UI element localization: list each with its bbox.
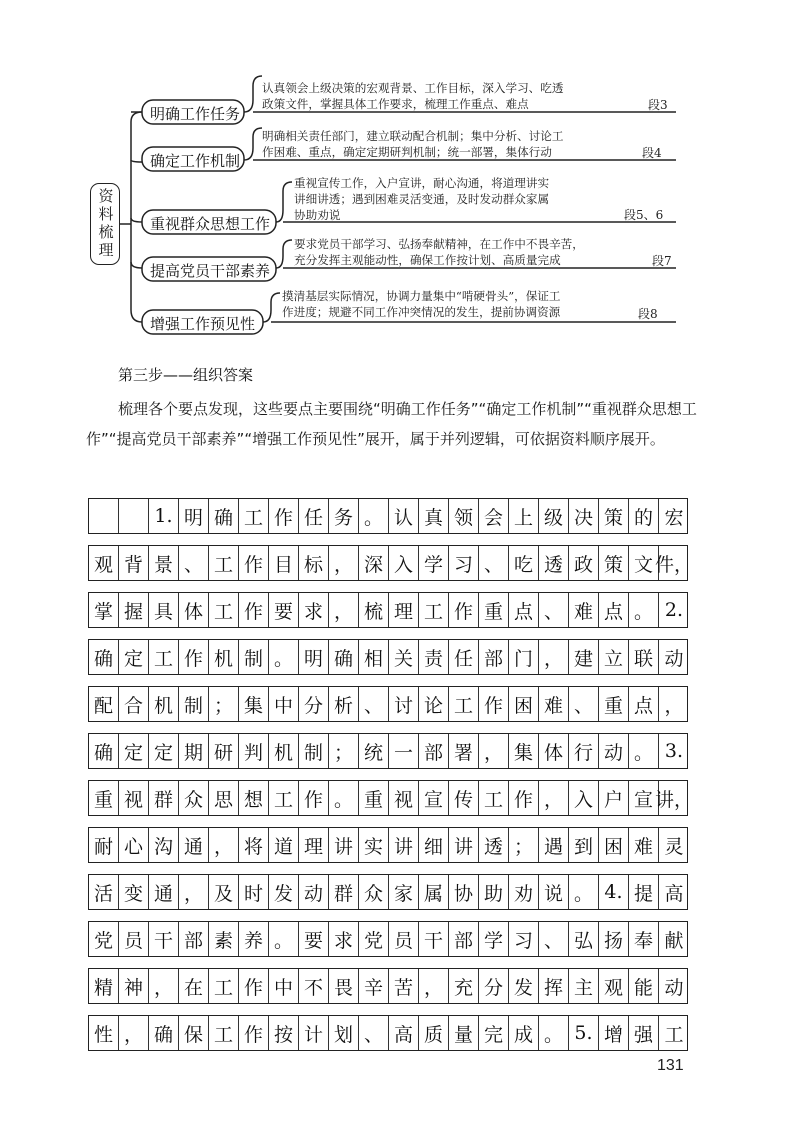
grid-cell: 期	[179, 734, 209, 768]
grid-cell: 合	[119, 687, 149, 721]
grid-cell: 、	[359, 687, 389, 721]
grid-cell: 认	[389, 499, 419, 533]
grid-cell: 作	[239, 1016, 269, 1050]
grid-cell: 确	[89, 734, 119, 768]
grid-cell: 机	[269, 734, 299, 768]
grid-cell: 制	[179, 687, 209, 721]
grid-cell: 工	[664, 1023, 684, 1046]
root-node	[90, 183, 120, 265]
grid-cell: 定	[119, 734, 149, 768]
grid-cell: 到	[569, 828, 599, 862]
grid-cell: ；	[509, 828, 539, 862]
grid-cell: 要	[269, 593, 299, 627]
grid-cell: 确	[89, 640, 119, 674]
grid-cell: 助	[479, 875, 509, 909]
grid-cell: 工	[149, 640, 179, 674]
grid-cell: 党	[89, 922, 119, 956]
grid-cell: 变	[119, 875, 149, 909]
grid-cell: ，	[479, 734, 509, 768]
branch-detail-line: 明确相关责任部门，建立联动配合机制；集中分析、讨论工	[262, 129, 564, 143]
grid-cell: 体	[539, 734, 569, 768]
grid-cell: 统	[359, 734, 389, 768]
grid-cell: 群	[149, 781, 179, 815]
grid-cell: 吃	[509, 546, 539, 580]
grid-cell: 发	[509, 969, 539, 1003]
grid-cell: 任	[299, 499, 329, 533]
grid-cell: 重	[599, 687, 629, 721]
grid-cell: 、	[539, 922, 569, 956]
grid-cell: 发	[269, 875, 299, 909]
grid-cell: 会	[479, 499, 509, 533]
grid-cell: 能	[629, 969, 659, 1003]
grid-cell: 通	[149, 875, 179, 909]
grid-cell: 道	[269, 828, 299, 862]
connector-b3	[131, 218, 142, 222]
grid-cell: 作	[179, 640, 209, 674]
grid-cell: 干	[149, 922, 179, 956]
grid-cell: 奉	[629, 922, 659, 956]
grid-cell: 习	[449, 546, 479, 580]
grid-cell: 难	[569, 593, 599, 627]
grid-cell: 习	[509, 922, 539, 956]
grid-cell: 部	[179, 922, 209, 956]
grid-cell: 不	[299, 969, 329, 1003]
grid-cell: 工	[269, 781, 299, 815]
grid-cell: 2.	[664, 599, 684, 621]
answer-grid	[88, 498, 694, 1062]
grid-cell: 保	[179, 1016, 209, 1050]
grid-cell: 责	[419, 640, 449, 674]
grid-cell: 部	[419, 734, 449, 768]
grid-cell: 宣	[419, 781, 449, 815]
grid-cell: 学	[419, 546, 449, 580]
grid-cell: 观	[89, 546, 119, 580]
grid-cell: 时	[239, 875, 269, 909]
grid-cell: 活	[89, 875, 119, 909]
grid-row	[88, 733, 688, 769]
grid-cell: 目	[269, 546, 299, 580]
grid-cell: 署	[449, 734, 479, 768]
grid-cell: 务	[329, 499, 359, 533]
grid-cell: 门	[509, 640, 539, 674]
grid-cell: 充	[449, 969, 479, 1003]
branch-ref-5: 段8	[638, 307, 658, 321]
grid-cell: 联	[629, 640, 659, 674]
grid-cell: 作	[479, 687, 509, 721]
grid-cell: 一	[389, 734, 419, 768]
grid-cell: 群	[329, 875, 359, 909]
grid-cell: 讲，	[655, 788, 694, 811]
grid-cell: 讨	[389, 687, 419, 721]
grid-cell: 透	[479, 828, 509, 862]
branch-label-1: 明确工作任务	[150, 105, 241, 123]
grid-cell: ，	[329, 546, 359, 580]
mindmap	[0, 0, 800, 345]
grid-cell: 动	[599, 734, 629, 768]
grid-cell: 员	[389, 922, 419, 956]
grid-cell: ；	[329, 734, 359, 768]
grid-cell: 、	[539, 593, 569, 627]
branch-ref-1: 段3	[648, 98, 668, 112]
grid-cell: 干	[419, 922, 449, 956]
grid-cell: 明	[299, 640, 329, 674]
grid-cell: 梳	[359, 593, 389, 627]
grid-cell: 上	[509, 499, 539, 533]
grid-cell: 点	[509, 593, 539, 627]
grid-cell: 、	[179, 546, 209, 580]
grid-cell: 、	[569, 687, 599, 721]
grid-cell: 想	[239, 781, 269, 815]
grid-cell: 沟	[149, 828, 179, 862]
grid-cell: 掌	[89, 593, 119, 627]
grid-cell: 在	[179, 969, 209, 1003]
grid-cell: 确	[329, 640, 359, 674]
grid-cell: 策	[599, 499, 629, 533]
grid-cell: 心	[119, 828, 149, 862]
grid-cell: 。	[269, 922, 299, 956]
grid-cell: 细	[419, 828, 449, 862]
grid-cell: 精	[89, 969, 119, 1003]
connector-b2	[131, 160, 142, 162]
grid-cell: 理	[389, 593, 419, 627]
grid-cell: 作	[269, 499, 299, 533]
grid-cell: 真	[419, 499, 449, 533]
grid-cell: ，	[119, 1016, 149, 1050]
branch-detail-line: 重视宣传工作，入户宣讲，耐心沟通，将道理讲实	[294, 176, 550, 190]
grid-cell: 景	[149, 546, 179, 580]
grid-cell: 工	[239, 499, 269, 533]
connector-spine	[131, 112, 142, 322]
grid-cell: 3.	[664, 740, 684, 762]
branch-label-3: 重视群众思想工作	[150, 215, 271, 233]
grid-cell: 、	[479, 546, 509, 580]
grid-cell: 、	[359, 1016, 389, 1050]
grid-cell: 点	[599, 593, 629, 627]
grid-row	[88, 874, 688, 910]
grid-cell: 讲	[449, 828, 479, 862]
grid-cell: 遇	[539, 828, 569, 862]
grid-cell: ，	[664, 694, 684, 717]
grid-cell: ，	[149, 969, 179, 1003]
grid-cell: 视	[389, 781, 419, 815]
grid-cell: 耐	[89, 828, 119, 862]
grid-cell: 析	[329, 687, 359, 721]
grid-cell: 强	[629, 1016, 659, 1050]
grid-cell: 作	[239, 546, 269, 580]
grid-cell: 级	[539, 499, 569, 533]
grid-cell: 劝	[509, 875, 539, 909]
grid-row	[88, 545, 694, 581]
grid-cell: 行	[569, 734, 599, 768]
grid-cell: 任	[449, 640, 479, 674]
grid-cell: 众	[179, 781, 209, 815]
grid-cell	[119, 499, 149, 533]
step-title: 第三步——组织答案	[118, 366, 254, 384]
grid-cell: 入	[569, 781, 599, 815]
grid-cell: 求	[329, 922, 359, 956]
grid-cell: 作	[239, 969, 269, 1003]
grid-cell: 通	[179, 828, 209, 862]
grid-cell: 宣	[629, 781, 659, 815]
grid-row	[88, 968, 688, 1004]
grid-cell: ，	[209, 828, 239, 862]
grid-cell: 动	[664, 647, 684, 670]
grid-cell: 及	[209, 875, 239, 909]
grid-cell: 工	[209, 969, 239, 1003]
grid-cell: ，	[419, 969, 449, 1003]
grid-cell: 判	[239, 734, 269, 768]
grid-cell: 按	[269, 1016, 299, 1050]
grid-cell: 成	[509, 1016, 539, 1050]
grid-cell: 思	[209, 781, 239, 815]
grid-cell: 分	[299, 687, 329, 721]
grid-cell: 工	[419, 593, 449, 627]
grid-cell: 具	[149, 593, 179, 627]
grid-cell: 关	[389, 640, 419, 674]
grid-cell: 握	[119, 593, 149, 627]
grid-cell: 立	[599, 640, 629, 674]
grid-cell: 体	[179, 593, 209, 627]
branch-detail-3	[294, 175, 549, 223]
grid-cell: 策	[599, 546, 629, 580]
grid-cell: 工	[479, 781, 509, 815]
branch-ref-3: 段5、6	[624, 208, 664, 222]
grid-cell: 。	[629, 734, 659, 768]
grid-cell: 分	[479, 969, 509, 1003]
grid-cell: 深	[359, 546, 389, 580]
grid-cell: 主	[569, 969, 599, 1003]
grid-cell: 党	[359, 922, 389, 956]
root-char: 梳	[96, 224, 115, 242]
grid-cell: 户	[599, 781, 629, 815]
branch-detail-line: 作困难、重点，确定定期研判机制；统一部署，集体行动	[262, 145, 552, 159]
grid-cell	[89, 499, 119, 533]
grid-cell: 标	[299, 546, 329, 580]
grid-cell: 观	[599, 969, 629, 1003]
grid-cell: 部	[449, 922, 479, 956]
body-paragraph: 梳理各个要点发现，这些要点主要围绕“明确工作任务”“确定工作机制”“重视群众思想工作”“提高党员干部素养”“增强工作预见性”展开，属于并列逻辑，可依据资料顺序展开。	[86, 400, 697, 448]
grid-cell: 划	[329, 1016, 359, 1050]
grid-cell: 传	[449, 781, 479, 815]
grid-cell: 配	[89, 687, 119, 721]
grid-cell: 背	[119, 546, 149, 580]
grid-cell: 作	[299, 781, 329, 815]
grid-cell: 集	[509, 734, 539, 768]
grid-row	[88, 592, 688, 628]
grid-cell: 制	[299, 734, 329, 768]
connector-b4	[131, 262, 142, 268]
grid-cell: ，	[539, 640, 569, 674]
branch-detail-4	[294, 236, 584, 268]
branch-detail-line: 摸清基层实际情况，协调力量集中“啃硬骨头”，保证工	[282, 289, 561, 303]
grid-cell: 扬	[599, 922, 629, 956]
grid-cell: 集	[239, 687, 269, 721]
grid-cell: ，	[329, 593, 359, 627]
grid-cell: 中	[269, 969, 299, 1003]
grid-cell: 文	[629, 546, 659, 580]
grid-cell: 员	[119, 922, 149, 956]
grid-cell: 确	[149, 1016, 179, 1050]
grid-cell: 工	[449, 687, 479, 721]
grid-cell: 5.	[569, 1016, 599, 1050]
grid-cell: 作	[239, 593, 269, 627]
grid-cell: 难	[539, 687, 569, 721]
grid-cell: 家	[389, 875, 419, 909]
grid-cell: ，	[179, 875, 209, 909]
grid-cell: 理	[299, 828, 329, 862]
grid-row	[88, 921, 688, 957]
grid-cell: 将	[239, 828, 269, 862]
grid-cell: 苦	[389, 969, 419, 1003]
grid-cell: 确	[209, 499, 239, 533]
branch-detail-2	[262, 128, 563, 160]
grid-cell: 中	[269, 687, 299, 721]
grid-cell: 讲	[329, 828, 359, 862]
grid-cell: 讲	[389, 828, 419, 862]
grid-cell: 的	[629, 499, 659, 533]
branch-detail-line: 认真领会上级决策的宏观背景、工作目标，深入学习、吃透	[262, 81, 564, 95]
grid-cell: 求	[299, 593, 329, 627]
grid-row	[88, 1015, 688, 1051]
grid-cell: 学	[479, 922, 509, 956]
grid-cell: 实	[359, 828, 389, 862]
branch-detail-5	[282, 288, 561, 320]
grid-cell: 制	[239, 640, 269, 674]
grid-cell: 机	[209, 640, 239, 674]
grid-cell: 定	[119, 640, 149, 674]
branch-detail-line: 讲细讲透；遇到困难灵活变通，及时发动群众家属	[294, 192, 550, 206]
branch-label-4: 提高党员干部素养	[150, 262, 271, 280]
branch-detail-line: 充分发挥主观能动性，确保工作按计划、高质量完成	[294, 253, 561, 267]
grid-cell: 。	[359, 499, 389, 533]
grid-cell: 工	[209, 546, 239, 580]
grid-cell: 质	[419, 1016, 449, 1050]
grid-cell: 重	[89, 781, 119, 815]
grid-cell: 动	[664, 976, 684, 999]
grid-cell: 作	[509, 781, 539, 815]
grid-cell: 性	[89, 1016, 119, 1050]
grid-cell: 决	[569, 499, 599, 533]
grid-row	[88, 780, 694, 816]
grid-cell: 作	[449, 593, 479, 627]
branch-label-2: 确定工作机制	[150, 152, 241, 170]
grid-cell: 论	[419, 687, 449, 721]
grid-cell: 政	[569, 546, 599, 580]
grid-cell: 挥	[539, 969, 569, 1003]
root-char: 料	[96, 206, 115, 224]
grid-cell: 定	[149, 734, 179, 768]
grid-cell: 透	[539, 546, 569, 580]
grid-cell: 重	[479, 593, 509, 627]
grid-row	[88, 639, 688, 675]
grid-cell: ；	[209, 687, 239, 721]
grid-cell: ，	[539, 781, 569, 815]
branch-ref-2: 段4	[642, 146, 662, 160]
branch-detail-line: 作进度；规避不同工作冲突情况的发生，提前协调资源	[282, 305, 561, 319]
grid-cell: 部	[479, 640, 509, 674]
grid-cell: 研	[209, 734, 239, 768]
branch-detail-line: 政策文件，掌握具体工作要求，梳理工作重点、难点	[262, 97, 529, 111]
grid-cell: 。	[629, 593, 659, 627]
grid-row	[88, 686, 688, 722]
grid-cell: 计	[299, 1016, 329, 1050]
root-char: 资	[96, 188, 115, 206]
grid-cell: 工	[209, 1016, 239, 1050]
grid-cell: 相	[359, 640, 389, 674]
grid-cell: 灵	[664, 835, 684, 858]
grid-cell: 要	[299, 922, 329, 956]
grid-cell: 工	[209, 593, 239, 627]
grid-cell: 。	[569, 875, 599, 909]
grid-cell: 量	[449, 1016, 479, 1050]
grid-cell: 畏	[329, 969, 359, 1003]
branch-detail-line: 要求党员干部学习、弘扬奉献精神，在工作中不畏辛苦，	[294, 237, 584, 251]
grid-cell: 。	[329, 781, 359, 815]
grid-cell: 领	[449, 499, 479, 533]
grid-cell: 献	[664, 929, 684, 952]
grid-cell: 件，	[655, 553, 694, 576]
grid-cell: 协	[449, 875, 479, 909]
grid-cell: 养	[239, 922, 269, 956]
grid-cell: 众	[359, 875, 389, 909]
grid-cell: 明	[179, 499, 209, 533]
grid-cell: 点	[629, 687, 659, 721]
page-number: 131	[657, 1057, 684, 1074]
grid-cell: 高	[389, 1016, 419, 1050]
grid-cell: 。	[539, 1016, 569, 1050]
branch-label-5: 增强工作预见性	[150, 315, 256, 333]
grid-row	[88, 498, 688, 534]
grid-cell: 弘	[569, 922, 599, 956]
root-char: 理	[96, 242, 115, 260]
grid-cell: 难	[629, 828, 659, 862]
branch-detail-1	[262, 80, 563, 112]
grid-cell: 提	[629, 875, 659, 909]
grid-cell: 建	[569, 640, 599, 674]
grid-cell: 说	[539, 875, 569, 909]
grid-cell: 1.	[149, 499, 179, 533]
grid-cell: 属	[419, 875, 449, 909]
grid-cell: 高	[664, 882, 684, 905]
grid-cell: 4.	[599, 875, 629, 909]
grid-cell: 困	[509, 687, 539, 721]
grid-cell: 机	[149, 687, 179, 721]
grid-cell: 重	[359, 781, 389, 815]
branch-detail-line: 协助劝说	[294, 208, 341, 222]
grid-cell: 增	[599, 1016, 629, 1050]
grid-cell: 入	[389, 546, 419, 580]
grid-cell: 视	[119, 781, 149, 815]
grid-cell: 宏	[664, 506, 684, 529]
grid-cell: 完	[479, 1016, 509, 1050]
grid-cell: 素	[209, 922, 239, 956]
grid-cell: 困	[599, 828, 629, 862]
grid-cell: 动	[299, 875, 329, 909]
grid-cell: 神	[119, 969, 149, 1003]
grid-row	[88, 827, 688, 863]
grid-cell: 。	[269, 640, 299, 674]
branch-ref-4: 段7	[652, 254, 672, 268]
grid-cell: 辛	[359, 969, 389, 1003]
